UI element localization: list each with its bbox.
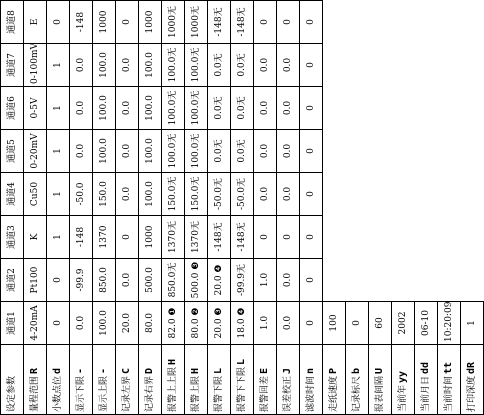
- value-cell: 0: [277, 1, 300, 44]
- param-label: 当前月日: [421, 375, 431, 412]
- value-cell: 1: [47, 44, 70, 87]
- param-code: L: [213, 367, 224, 374]
- value-cell: 0: [300, 87, 323, 130]
- param-cell: [139, 345, 162, 415]
- value-cell: 20.0: [116, 302, 139, 345]
- param-label: 报警下限: [214, 375, 224, 412]
- value-cell: 0.0: [277, 44, 300, 87]
- value-cell: 100.0: [139, 87, 162, 130]
- value-cell: 1000: [139, 1, 162, 44]
- value-cell: 06-10: [415, 302, 438, 345]
- value-cell: 1: [47, 130, 70, 173]
- value-cell: 2002: [392, 302, 415, 345]
- empty-cell: [415, 1, 438, 302]
- value-cell: 0.0: [70, 44, 93, 87]
- value-cell: -99.9: [70, 259, 93, 302]
- value-cell: 1370无: [185, 216, 208, 259]
- value-cell: 82.0 ❶: [162, 302, 185, 345]
- value-cell: 18.0 ❹: [231, 302, 254, 345]
- param-code: -: [98, 367, 109, 374]
- value-cell: 100.0: [139, 130, 162, 173]
- value-cell: 100.0无: [162, 44, 185, 87]
- value-cell: 0.0: [277, 302, 300, 345]
- param-label: 显示下限: [76, 375, 86, 412]
- value-cell: 0.0: [70, 130, 93, 173]
- value-cell: Pt100: [24, 259, 47, 302]
- value-cell: 850.0无: [162, 259, 185, 302]
- param-cell: [346, 345, 369, 415]
- value-cell: 0: [300, 259, 323, 302]
- param-code: tt: [443, 361, 454, 374]
- param-label: 记录右界: [145, 375, 155, 412]
- value-cell: 100.0无: [162, 87, 185, 130]
- value-cell: -148无: [208, 1, 231, 44]
- value-cell: -50.0无: [208, 173, 231, 216]
- value-cell: 100.0无: [185, 130, 208, 173]
- table-row: [93, 1, 116, 415]
- value-cell: 4-20mA: [24, 302, 47, 345]
- header-cell-ch6: 通道6: [1, 87, 24, 130]
- value-cell: -50.0: [70, 173, 93, 216]
- value-cell: 0: [47, 259, 70, 302]
- value-cell: 0.0: [116, 259, 139, 302]
- value-cell: 0.0无: [231, 87, 254, 130]
- value-cell: 100.0: [93, 87, 116, 130]
- table-row: [231, 1, 254, 415]
- value-cell: 150.0无: [185, 173, 208, 216]
- value-cell: 0: [116, 216, 139, 259]
- param-code: J: [282, 367, 293, 374]
- header-cell-ch3: 通道3: [1, 216, 24, 259]
- value-cell: 0.0: [116, 44, 139, 87]
- param-label: 报警上上限: [168, 366, 178, 412]
- param-code: yy: [397, 370, 408, 383]
- value-cell: 1000: [139, 216, 162, 259]
- param-code: dd: [420, 361, 431, 374]
- param-code: C: [121, 367, 132, 374]
- value-cell: 0: [116, 1, 139, 44]
- param-code: U: [374, 367, 385, 374]
- param-label: 量程范围: [30, 375, 40, 412]
- table-row: [70, 1, 93, 415]
- value-cell: 100.0: [139, 173, 162, 216]
- value-cell: 100.0: [93, 44, 116, 87]
- value-cell: E: [24, 1, 47, 44]
- table-row: [415, 1, 438, 415]
- value-cell: 0.0: [116, 87, 139, 130]
- param-cell: [185, 345, 208, 415]
- param-cell: [415, 345, 438, 415]
- value-cell: 100.0: [93, 302, 116, 345]
- table-row: [346, 1, 369, 415]
- table-row: [47, 1, 70, 415]
- value-cell: 1.0: [254, 302, 277, 345]
- param-cell: [162, 345, 185, 415]
- param-code: d: [52, 367, 63, 374]
- param-code: dR: [466, 361, 477, 374]
- table-row: [185, 1, 208, 415]
- value-cell: 0.0: [254, 130, 277, 173]
- param-label: 显示上限: [99, 375, 109, 412]
- param-label: 报表间隔: [375, 375, 385, 412]
- table-body: [1, 1, 484, 415]
- table-row: [208, 1, 231, 415]
- empty-cell: [392, 1, 415, 302]
- param-label: 记录左界: [122, 375, 132, 412]
- value-cell: 1: [47, 216, 70, 259]
- table-row: [369, 1, 392, 415]
- param-code: P: [328, 367, 339, 374]
- value-cell: 0.0无: [231, 130, 254, 173]
- table-row: [162, 1, 185, 415]
- value-cell: 0.0: [116, 173, 139, 216]
- empty-cell: [461, 1, 484, 302]
- value-cell: 0.0: [277, 259, 300, 302]
- value-cell: 0.0无: [208, 87, 231, 130]
- table-row: [438, 1, 461, 415]
- value-cell: 0.0: [254, 173, 277, 216]
- param-cell: [392, 345, 415, 415]
- empty-cell: [346, 1, 369, 302]
- value-cell: 0: [300, 216, 323, 259]
- value-cell: 0: [300, 173, 323, 216]
- header-cell-ch1: 通道1: [1, 302, 24, 345]
- param-cell: [116, 345, 139, 415]
- param-cell: [438, 345, 461, 415]
- value-cell: 0.0: [277, 87, 300, 130]
- value-cell: 100.0: [139, 44, 162, 87]
- empty-cell: [438, 1, 461, 302]
- param-label: 当前时间: [444, 375, 454, 412]
- value-cell: 150.0: [93, 173, 116, 216]
- value-cell: -148无: [208, 216, 231, 259]
- param-code: b: [351, 367, 362, 374]
- value-cell: 0-20mV: [24, 130, 47, 173]
- value-cell: 0.0: [116, 130, 139, 173]
- value-cell: 100: [323, 302, 346, 345]
- param-label: 报警上限: [191, 375, 201, 412]
- value-cell: 850.0: [93, 259, 116, 302]
- value-cell: -148: [70, 1, 93, 44]
- value-cell: -99.9无: [231, 259, 254, 302]
- table-row: [24, 1, 47, 415]
- param-code: L: [236, 358, 247, 365]
- param-cell: [231, 345, 254, 415]
- value-cell: 1000无: [162, 1, 185, 44]
- param-label: 打印深度: [467, 375, 477, 412]
- header-cell-ch5: 通道5: [1, 130, 24, 173]
- value-cell: 100.0无: [185, 87, 208, 130]
- value-cell: 80.0 ❷: [185, 302, 208, 345]
- value-cell: 20.0 ❹: [208, 259, 231, 302]
- value-cell: 80.0: [139, 302, 162, 345]
- empty-cell: [369, 1, 392, 302]
- param-code: H: [190, 367, 201, 374]
- param-label: 滤波时间: [306, 375, 316, 412]
- value-cell: 1: [461, 302, 484, 345]
- param-cell: [208, 345, 231, 415]
- table-row: [461, 1, 484, 415]
- value-cell: 1370: [93, 216, 116, 259]
- table-row: [300, 1, 323, 415]
- param-code: E: [259, 367, 270, 374]
- value-cell: 0.0无: [231, 44, 254, 87]
- param-label: 记录标尺: [352, 375, 362, 412]
- header-cell-ch7: 通道7: [1, 44, 24, 87]
- header-cell-ch8: 通道8: [1, 1, 24, 44]
- param-cell: [300, 345, 323, 415]
- param-cell: [70, 345, 93, 415]
- value-cell: 0: [300, 130, 323, 173]
- param-label: 走纸速度: [329, 375, 339, 412]
- value-cell: 100.0无: [185, 44, 208, 87]
- value-cell: 100.0: [93, 130, 116, 173]
- empty-cell: [323, 1, 346, 302]
- value-cell: 0.0: [277, 130, 300, 173]
- value-cell: Cu50: [24, 173, 47, 216]
- param-cell: [461, 345, 484, 415]
- param-code: D: [144, 367, 155, 374]
- param-code: n: [305, 367, 316, 374]
- table-row: [392, 1, 415, 415]
- param-label: 报警下下限: [237, 366, 247, 412]
- value-cell: -148无: [231, 216, 254, 259]
- value-cell: 1000: [93, 1, 116, 44]
- param-cell: [24, 345, 47, 415]
- value-cell: -148: [70, 216, 93, 259]
- value-cell: 10:20:09: [438, 302, 461, 345]
- value-cell: -50.0无: [231, 173, 254, 216]
- value-cell: 0: [300, 44, 323, 87]
- value-cell: 1370无: [162, 216, 185, 259]
- value-cell: 1.0: [254, 259, 277, 302]
- param-label: 当前年: [398, 384, 408, 412]
- value-cell: 0.0: [70, 302, 93, 345]
- value-cell: 0: [300, 302, 323, 345]
- value-cell: K: [24, 216, 47, 259]
- param-code: R: [29, 367, 40, 374]
- value-cell: 1000无: [185, 1, 208, 44]
- header-cell-param: 设定参数: [1, 345, 24, 415]
- param-cell: [254, 345, 277, 415]
- header-cell-ch4: 通道4: [1, 173, 24, 216]
- param-cell: [277, 345, 300, 415]
- value-cell: 0: [47, 302, 70, 345]
- value-cell: 0: [254, 1, 277, 44]
- param-code: -: [75, 367, 86, 374]
- header-row: [1, 1, 24, 415]
- value-cell: 0: [346, 302, 369, 345]
- value-cell: 150.0无: [162, 173, 185, 216]
- value-cell: 60: [369, 302, 392, 345]
- value-cell: 0: [300, 1, 323, 44]
- value-cell: 0.0无: [208, 130, 231, 173]
- value-cell: 0.0无: [208, 44, 231, 87]
- param-cell: [93, 345, 116, 415]
- value-cell: 1: [47, 87, 70, 130]
- header-cell-ch2: 通道2: [1, 259, 24, 302]
- table-row: [139, 1, 162, 415]
- table-row: [277, 1, 300, 415]
- table-row: [254, 1, 277, 415]
- value-cell: 500.0: [139, 259, 162, 302]
- param-cell: [369, 345, 392, 415]
- value-cell: -148无: [231, 1, 254, 44]
- value-cell: 500.0 ❸: [185, 259, 208, 302]
- value-cell: 0-5V: [24, 87, 47, 130]
- value-cell: 0.0: [277, 173, 300, 216]
- param-label: 报警回差: [260, 375, 270, 412]
- value-cell: 0.0: [254, 87, 277, 130]
- param-cell: [323, 345, 346, 415]
- table-row: [116, 1, 139, 415]
- value-cell: 0: [47, 1, 70, 44]
- value-cell: 0.0: [254, 44, 277, 87]
- param-cell: [47, 345, 70, 415]
- value-cell: 1: [47, 173, 70, 216]
- param-label: 误差校正: [283, 375, 293, 412]
- value-cell: 20.0 ❸: [208, 302, 231, 345]
- value-cell: 0.0: [70, 87, 93, 130]
- value-cell: 100.0无: [162, 130, 185, 173]
- param-label: 小数点位: [53, 375, 63, 412]
- table-row: [323, 1, 346, 415]
- value-cell: 0: [277, 216, 300, 259]
- value-cell: 0-100mV: [24, 44, 47, 87]
- param-code: H: [167, 358, 178, 365]
- value-cell: 0: [254, 216, 277, 259]
